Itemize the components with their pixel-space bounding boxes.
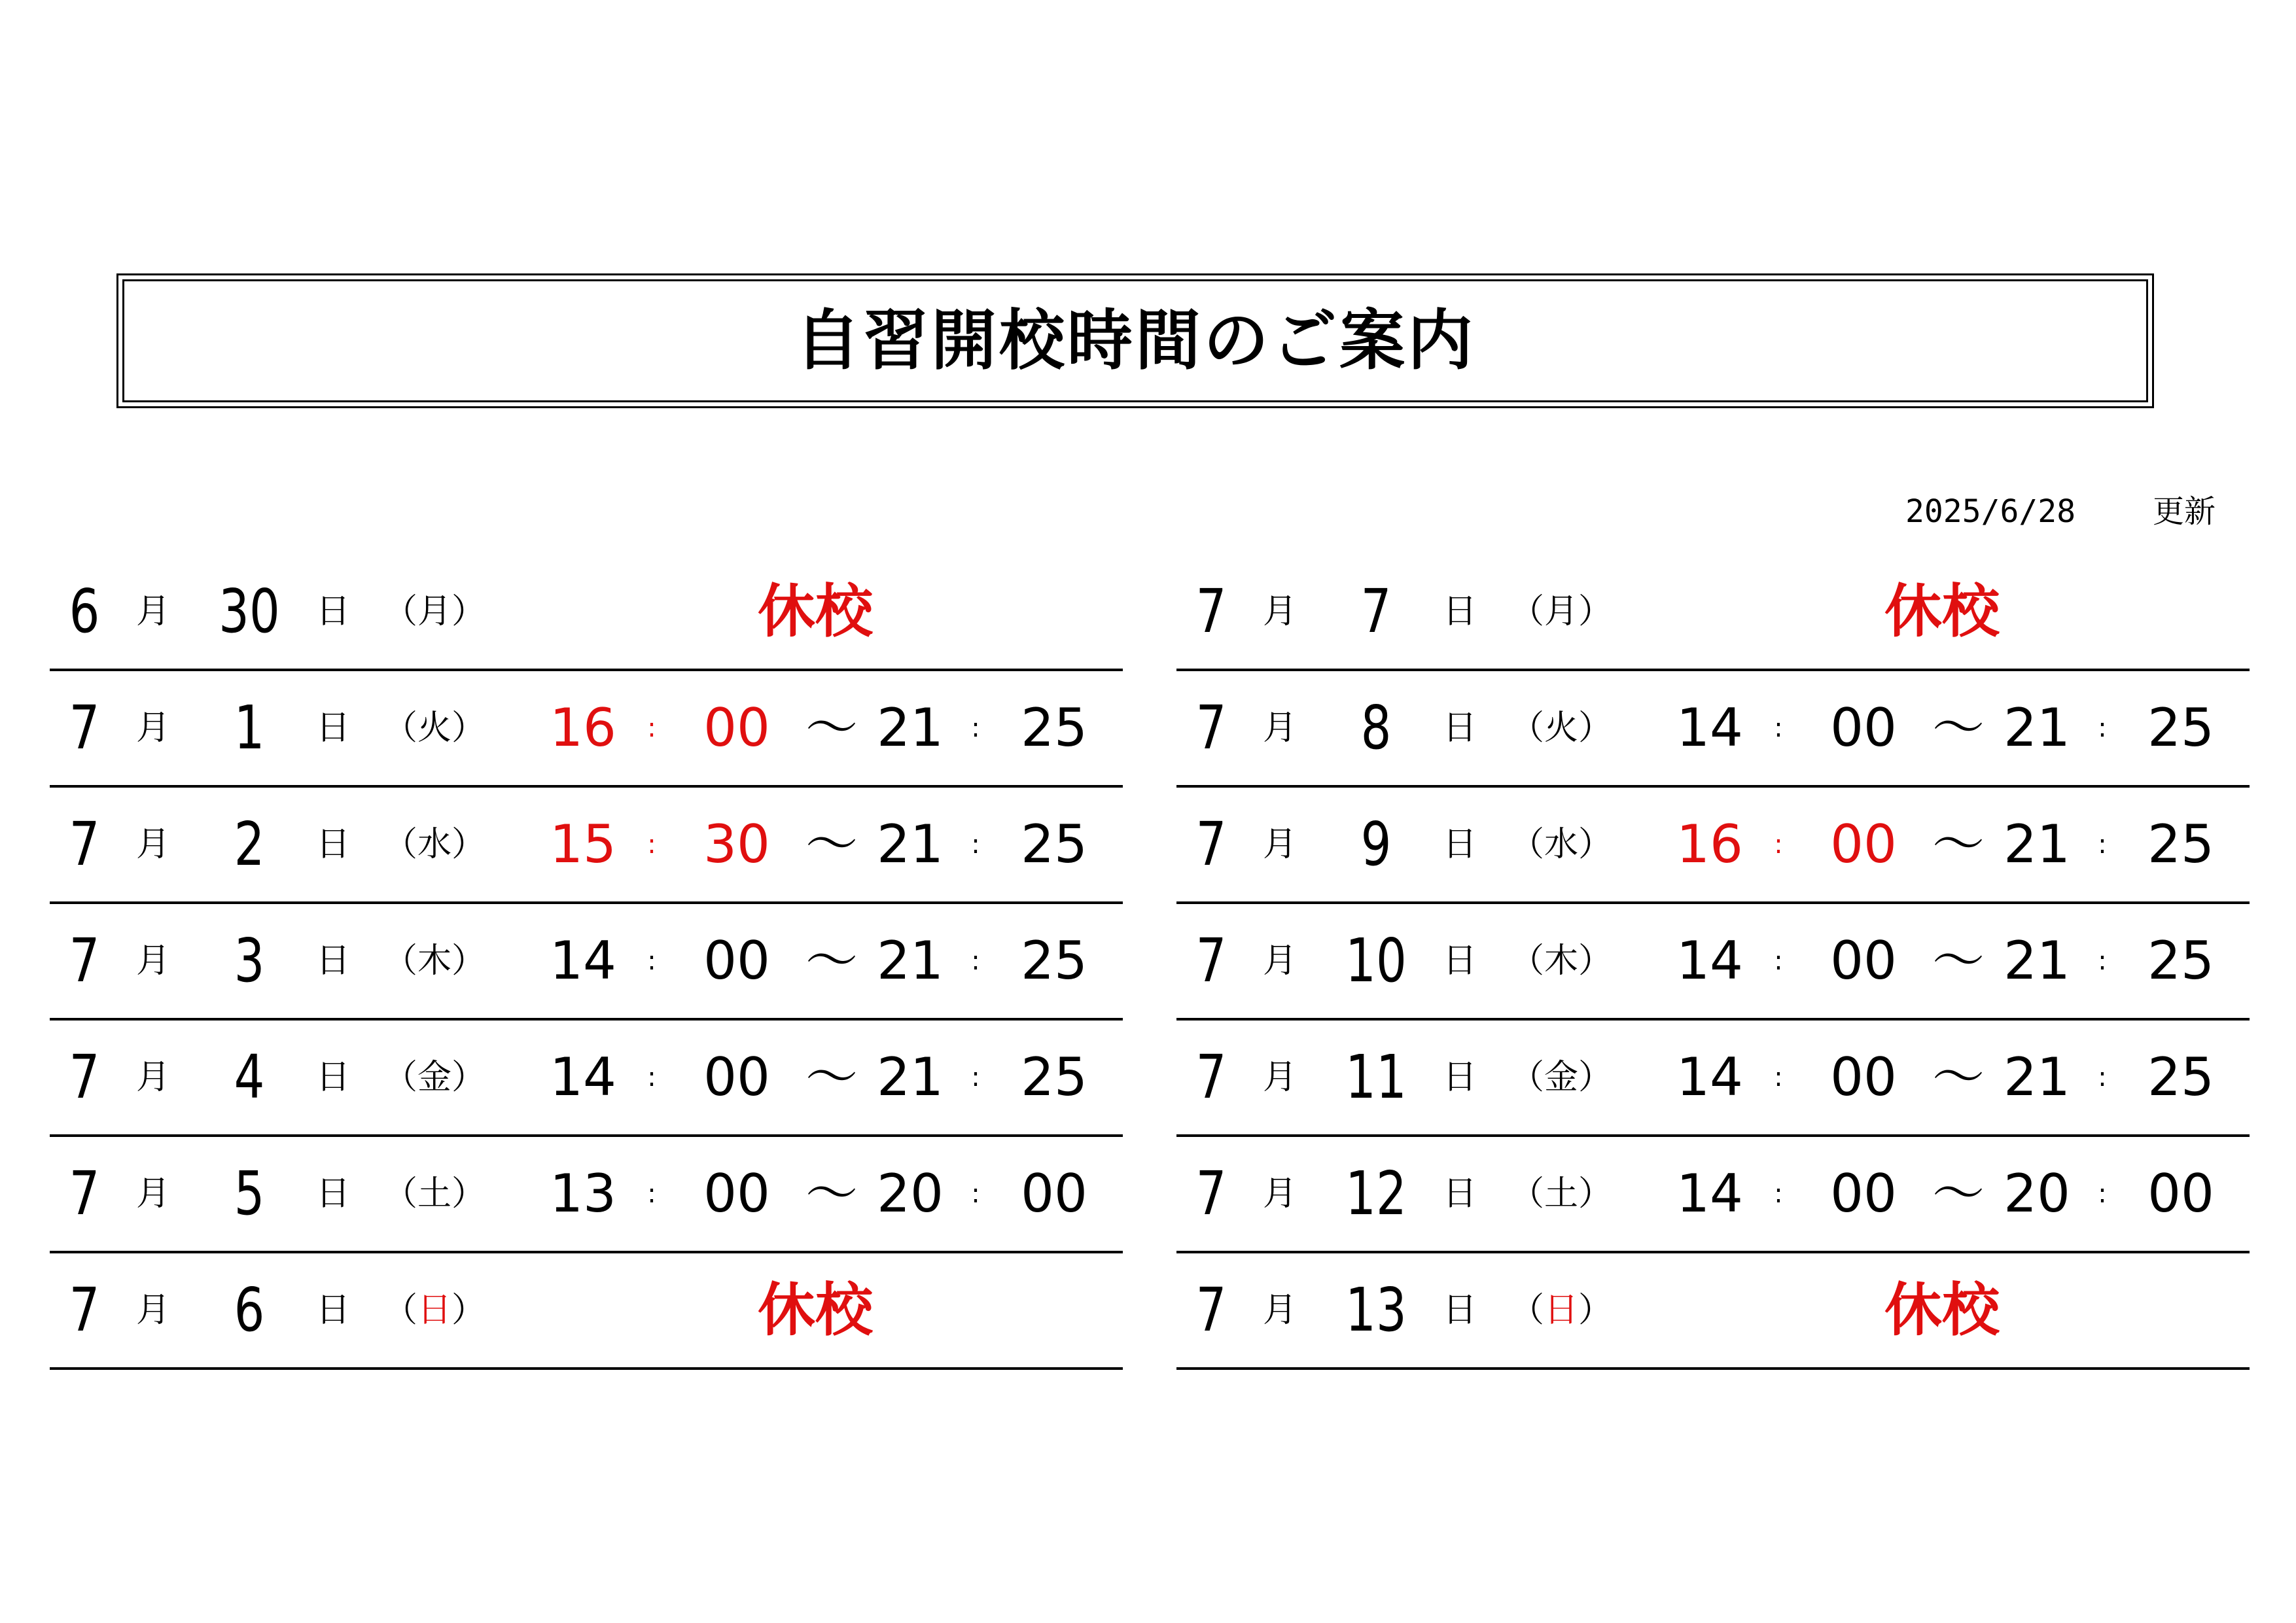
day-number: 7 [1360, 576, 1392, 646]
start-hour: 14 [1676, 930, 1743, 991]
day-kanji: 日 [1442, 1291, 1477, 1330]
end-colon: : [971, 1062, 980, 1092]
month-kanji: 月 [1262, 825, 1297, 864]
weekday: （水） [1510, 825, 1613, 864]
start-hour: 13 [550, 1163, 616, 1224]
schedule-row [50, 904, 1123, 1021]
weekday: （月） [1510, 592, 1613, 631]
day-kanji: 日 [1442, 592, 1477, 631]
day-kanji: 日 [315, 708, 350, 748]
start-colon: : [647, 829, 656, 860]
month-number: 7 [1195, 693, 1227, 763]
title-frame [116, 273, 2154, 408]
end-minute: 25 [1021, 930, 1087, 991]
schedule-column-right [1176, 555, 2250, 1370]
schedule-row [1176, 1137, 2250, 1253]
schedule-row [1176, 671, 2250, 788]
start-minute: 00 [1830, 930, 1897, 991]
start-hour: 14 [550, 1047, 616, 1108]
month-number: 7 [1195, 576, 1227, 646]
end-minute: 00 [2147, 1163, 2214, 1224]
month-number: 6 [69, 576, 100, 646]
weekday-char: 土 [1544, 1174, 1579, 1213]
weekday-char: 火 [1544, 708, 1579, 748]
month-number: 7 [69, 1159, 100, 1229]
month-kanji: 月 [1262, 708, 1297, 748]
range-tilde: ～ [805, 1047, 858, 1108]
end-colon: : [971, 829, 980, 860]
day-number: 6 [234, 1275, 265, 1345]
weekday: （金） [1510, 1058, 1613, 1097]
end-hour: 21 [877, 930, 944, 991]
range-tilde: ～ [805, 1163, 858, 1224]
day-number: 4 [234, 1042, 265, 1112]
schedule-row [50, 555, 1123, 671]
closed-label: 休校 [757, 1276, 873, 1344]
month-kanji: 月 [135, 708, 170, 748]
month-kanji: 月 [135, 825, 170, 864]
weekday-char: 火 [417, 708, 452, 748]
day-number: 5 [234, 1159, 265, 1229]
month-number: 7 [1195, 1275, 1227, 1345]
weekday-char: 日 [1544, 1291, 1579, 1330]
month-number: 7 [69, 1042, 100, 1112]
schedule-row [1176, 904, 2250, 1021]
end-colon: : [971, 1179, 980, 1209]
range-tilde: ～ [1932, 697, 1985, 758]
start-minute: 00 [1830, 1163, 1897, 1224]
end-colon: : [2098, 1179, 2107, 1209]
schedule-row [50, 1137, 1123, 1253]
month-kanji: 月 [135, 1174, 170, 1213]
day-number: 2 [234, 809, 265, 879]
start-colon: : [1774, 713, 1783, 743]
weekday-char: 水 [1544, 825, 1579, 864]
weekday: （土） [1510, 1174, 1613, 1213]
weekday-char: 月 [417, 592, 452, 631]
end-hour: 21 [2004, 814, 2070, 875]
page-title: 自習開校時間のご案内 [795, 302, 1475, 379]
end-minute: 25 [2147, 930, 2214, 991]
weekday-char: 木 [1544, 941, 1579, 981]
end-hour: 21 [2004, 930, 2070, 991]
month-number: 7 [69, 926, 100, 996]
start-hour: 14 [1676, 697, 1743, 758]
range-tilde: ～ [1932, 1047, 1985, 1108]
weekday: （火） [383, 708, 486, 748]
end-colon: : [2098, 1062, 2107, 1092]
closed-label: 休校 [757, 578, 873, 645]
start-colon: : [1774, 1179, 1783, 1209]
day-number: 8 [1360, 693, 1392, 763]
day-kanji: 日 [315, 941, 350, 981]
schedule-column-left [50, 555, 1123, 1370]
schedule-row [50, 1021, 1123, 1137]
day-number: 13 [1345, 1275, 1407, 1345]
end-minute: 25 [1021, 814, 1087, 875]
weekday-char: 日 [417, 1291, 452, 1330]
weekday: （木） [383, 941, 486, 981]
month-number: 7 [1195, 809, 1227, 879]
month-kanji: 月 [1262, 941, 1297, 981]
month-kanji: 月 [135, 1058, 170, 1097]
start-hour: 16 [1676, 814, 1743, 875]
start-hour: 14 [1676, 1047, 1743, 1108]
month-kanji: 月 [1262, 592, 1297, 631]
end-minute: 25 [2147, 1047, 2214, 1108]
end-colon: : [2098, 829, 2107, 860]
end-hour: 21 [877, 1047, 944, 1108]
range-tilde: ～ [805, 814, 858, 875]
day-kanji: 日 [1442, 941, 1477, 981]
end-hour: 21 [877, 814, 944, 875]
weekday: （日） [383, 1291, 486, 1330]
start-colon: : [1774, 1062, 1783, 1092]
end-colon: : [971, 946, 980, 976]
end-hour: 21 [877, 697, 944, 758]
day-kanji: 日 [315, 1174, 350, 1213]
weekday-char: 土 [417, 1174, 452, 1213]
start-minute: 00 [703, 697, 770, 758]
start-minute: 30 [703, 814, 770, 875]
day-number: 10 [1345, 926, 1407, 996]
day-kanji: 日 [1442, 825, 1477, 864]
day-number: 11 [1345, 1042, 1407, 1112]
schedule-row [1176, 1253, 2250, 1370]
schedule-row [1176, 788, 2250, 904]
range-tilde: ～ [1932, 1163, 1985, 1224]
start-colon: : [1774, 946, 1783, 976]
closed-label: 休校 [1884, 1276, 2000, 1344]
schedule-row [1176, 1021, 2250, 1137]
month-kanji: 月 [1262, 1058, 1297, 1097]
weekday-char: 金 [417, 1058, 452, 1097]
weekday: （月） [383, 592, 486, 631]
day-kanji: 日 [315, 1058, 350, 1097]
weekday: （火） [1510, 708, 1613, 748]
end-hour: 20 [877, 1163, 944, 1224]
schedule-row [1176, 555, 2250, 671]
day-number: 1 [234, 693, 265, 763]
month-kanji: 月 [135, 941, 170, 981]
day-number: 3 [234, 926, 265, 996]
weekday: （日） [1510, 1291, 1613, 1330]
start-minute: 00 [1830, 814, 1897, 875]
month-kanji: 月 [1262, 1174, 1297, 1213]
update-note [1898, 492, 2238, 531]
start-hour: 15 [550, 814, 616, 875]
weekday-char: 金 [1544, 1058, 1579, 1097]
start-hour: 14 [1676, 1163, 1743, 1224]
weekday-char: 木 [417, 941, 452, 981]
start-colon: : [647, 946, 656, 976]
day-kanji: 日 [1442, 1058, 1477, 1097]
day-kanji: 日 [315, 1291, 350, 1330]
month-number: 7 [1195, 926, 1227, 996]
weekday: （金） [383, 1058, 486, 1097]
weekday: （水） [383, 825, 486, 864]
day-number: 12 [1345, 1159, 1407, 1229]
schedule-row [50, 788, 1123, 904]
update-date: 2025/6/28 [1905, 493, 2076, 530]
month-number: 7 [69, 693, 100, 763]
end-minute: 25 [2147, 697, 2214, 758]
day-kanji: 日 [315, 825, 350, 864]
start-colon: : [647, 1179, 656, 1209]
range-tilde: ～ [805, 697, 858, 758]
range-tilde: ～ [1932, 930, 1985, 991]
start-colon: : [1774, 829, 1783, 860]
end-hour: 21 [2004, 1047, 2070, 1108]
start-colon: : [647, 713, 656, 743]
month-number: 7 [1195, 1159, 1227, 1229]
month-number: 7 [69, 809, 100, 879]
end-colon: : [971, 713, 980, 743]
start-hour: 14 [550, 930, 616, 991]
end-colon: : [2098, 946, 2107, 976]
end-colon: : [2098, 713, 2107, 743]
update-label: 更新 [2153, 493, 2216, 530]
month-kanji: 月 [135, 1291, 170, 1330]
range-tilde: ～ [805, 930, 858, 991]
end-minute: 25 [2147, 814, 2214, 875]
start-minute: 00 [703, 1163, 770, 1224]
day-kanji: 日 [315, 592, 350, 631]
month-number: 7 [1195, 1042, 1227, 1112]
range-tilde: ～ [1932, 814, 1985, 875]
weekday-char: 水 [417, 825, 452, 864]
schedule-row [50, 1253, 1123, 1370]
day-kanji: 日 [1442, 708, 1477, 748]
day-number: 30 [219, 576, 280, 646]
end-hour: 21 [2004, 697, 2070, 758]
start-minute: 00 [703, 1047, 770, 1108]
start-minute: 00 [703, 930, 770, 991]
month-kanji: 月 [1262, 1291, 1297, 1330]
closed-label: 休校 [1884, 578, 2000, 645]
weekday-char: 月 [1544, 592, 1579, 631]
schedule-row [50, 671, 1123, 788]
end-minute: 25 [1021, 1047, 1087, 1108]
end-hour: 20 [2004, 1163, 2070, 1224]
start-hour: 16 [550, 697, 616, 758]
day-number: 9 [1360, 809, 1392, 879]
start-minute: 00 [1830, 1047, 1897, 1108]
title-inner-border [122, 279, 2148, 402]
month-number: 7 [69, 1275, 100, 1345]
weekday: （木） [1510, 941, 1613, 981]
start-minute: 00 [1830, 697, 1897, 758]
month-kanji: 月 [135, 592, 170, 631]
start-colon: : [647, 1062, 656, 1092]
end-minute: 25 [1021, 697, 1087, 758]
end-minute: 00 [1021, 1163, 1087, 1224]
day-kanji: 日 [1442, 1174, 1477, 1213]
weekday: （土） [383, 1174, 486, 1213]
